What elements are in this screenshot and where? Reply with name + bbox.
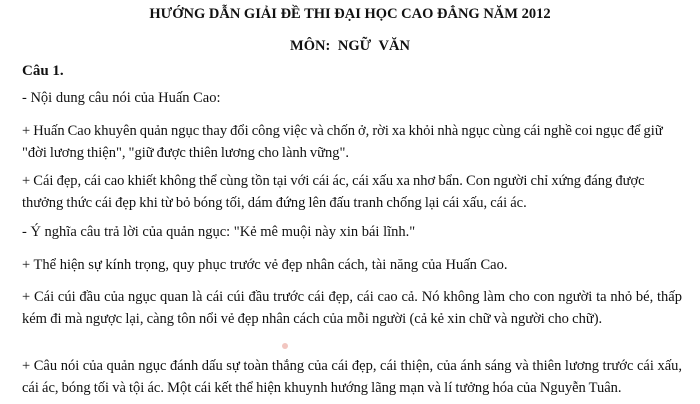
document-title: HƯỚNG DẪN GIẢI ĐỀ THI ĐẠI HỌC CAO ĐẲNG NĂM 2012 [149,6,551,22]
paragraph-beauty: + Cái đẹp, cái cao khiết không thể cùng tồn tại với cái ác, cái xấu xa nhơ bẩn. Con người chỉ xứng đáng được thưởng thức cái đẹp khi từ bỏ bóng tối, dám đứng lên đấu tranh chống lại cái xấu, cái ác. [22,173,645,211]
paragraph-victory: + Câu nói của quản ngục đánh dấu sự toàn thắng của cái đẹp, cái thiện, của ánh sáng và thiên lương trước cái xấu, cái ác, bóng tối và tội ác. Một cái kết thể hiện khuynh hướng lãng mạn và lí tưởng hóa của Nguyễn Tuân. [22,358,682,396]
paragraph-advice: + Huấn Cao khuyên quản ngục thay đổi công việc và chốn ở, rời xa khỏi nhà ngục cùng cái nghề coi ngục để giữ "đời lương thiện", "giữ được thiên lương cho lành vững". [22,123,663,161]
question-heading: Câu 1. [22,63,64,79]
subject-line: MÔN: NGỮ VĂN [290,38,410,54]
paragraph-meaning-intro: - Ý nghĩa câu trả lời của quản ngục: "Kẻ mê muội này xin bái lĩnh." [22,224,416,240]
paragraph-bow: + Cái cúi đầu của ngục quan là cái cúi đầu trước cái đẹp, cái cao cả. Nó không làm cho con người ta nhỏ bé, thấp kém đi mà ngược lại, càng tôn nổi vẻ đẹp nhân cách của mỗi người (cả kẻ xin chữ và người cho chữ). [22,289,682,327]
paragraph-respect: + Thể hiện sự kính trọng, quy phục trước vẻ đẹp nhân cách, tài năng của Huấn Cao. [22,257,508,273]
paragraph-content-intro: - Nội dung câu nói của Huấn Cao: [22,90,221,106]
ink-speck [282,343,288,349]
